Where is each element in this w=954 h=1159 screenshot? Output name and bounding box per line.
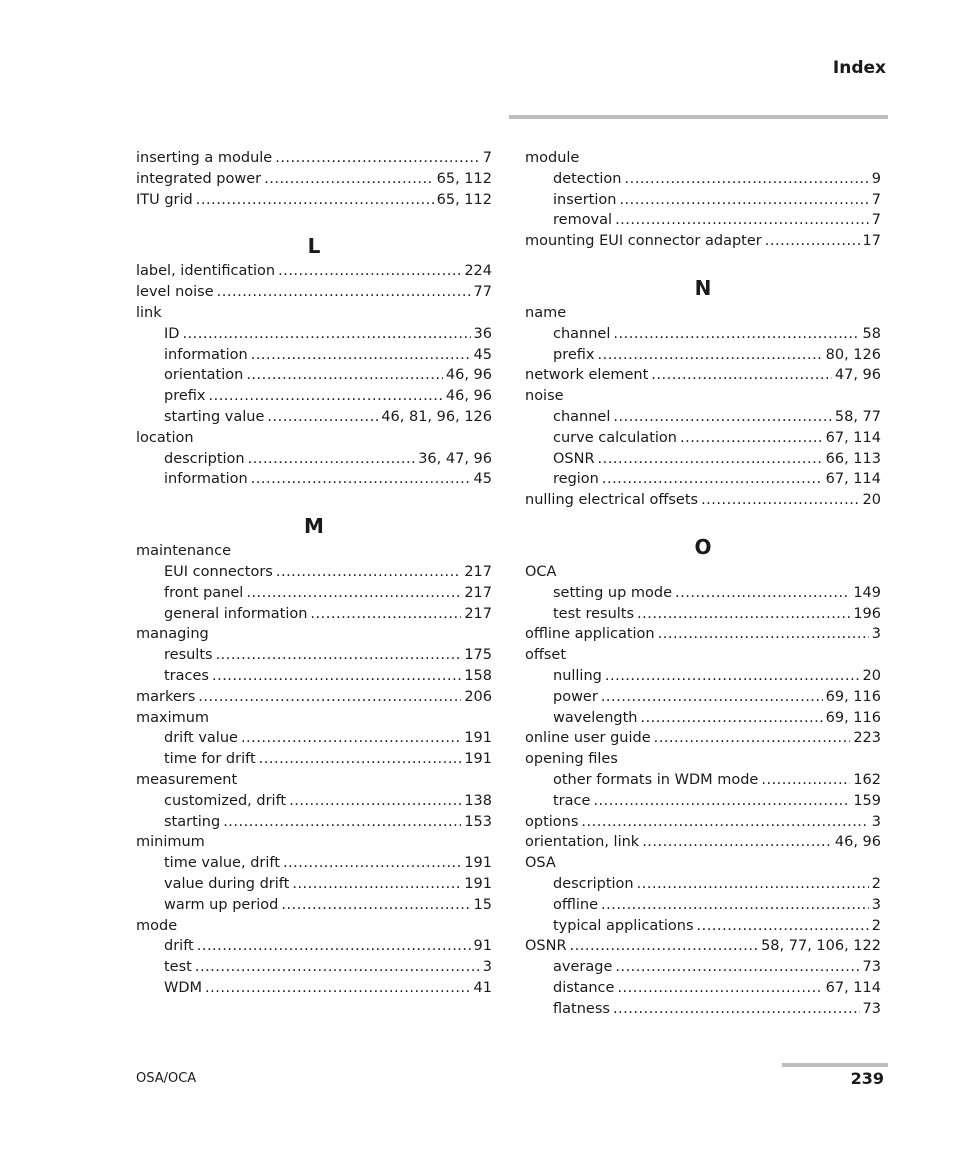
index-term: curve calculation — [553, 429, 677, 446]
dot-leader — [216, 645, 462, 666]
index-term: link — [136, 304, 162, 321]
index-subentry — [525, 324, 881, 345]
index-subentry — [525, 469, 881, 490]
dot-leader — [182, 324, 470, 345]
index-term: removal — [553, 212, 613, 229]
index-page-refs: 223 — [853, 730, 881, 747]
index-term: WDM — [164, 979, 203, 996]
index-entry — [525, 645, 881, 666]
index-page-refs: 73 — [862, 959, 881, 976]
index-subentry — [525, 583, 881, 604]
index-term: mode — [136, 917, 178, 934]
index-term: offline application — [525, 626, 655, 643]
index-term: OSNR — [525, 938, 567, 955]
index-term: orientation — [164, 367, 244, 384]
index-letter-heading: M — [304, 514, 324, 539]
index-page-refs: 217 — [464, 605, 492, 622]
dot-leader — [601, 895, 869, 916]
dot-leader — [637, 604, 850, 625]
index-page-refs: 206 — [464, 688, 492, 705]
dot-leader — [605, 666, 860, 687]
dot-leader — [251, 345, 471, 366]
index-term: wavelength — [553, 709, 638, 726]
index-subentry — [136, 749, 492, 770]
index-page-refs: 191 — [464, 855, 492, 872]
index-term: setting up mode — [553, 584, 673, 601]
index-page-refs: 80, 126 — [825, 346, 881, 363]
dot-leader — [613, 324, 859, 345]
dot-leader — [217, 282, 471, 303]
index-page-refs: 217 — [464, 563, 492, 580]
index-letter-heading: L — [307, 234, 321, 259]
index-subentry — [136, 791, 492, 812]
index-term: trace — [553, 792, 591, 809]
index-subentry — [525, 407, 881, 428]
index-term: detection — [553, 170, 622, 187]
dot-leader — [697, 916, 869, 937]
index-entry — [525, 936, 881, 957]
index-entry — [136, 303, 492, 324]
index-subentry — [525, 210, 881, 231]
index-page-refs: 67, 114 — [825, 429, 881, 446]
dot-leader — [278, 261, 461, 282]
dot-leader — [654, 728, 851, 749]
dot-leader — [765, 231, 860, 252]
index-term: channel — [553, 408, 611, 425]
index-column-right — [525, 148, 881, 1019]
footer-product-name: OSA/OCA — [136, 1071, 197, 1086]
dot-leader — [196, 190, 434, 211]
index-entry — [136, 282, 492, 303]
index-term: starting value — [164, 408, 265, 425]
index-page-refs: 46, 81, 96, 126 — [381, 408, 492, 425]
index-page-refs: 217 — [464, 584, 492, 601]
index-page-refs: 191 — [464, 875, 492, 892]
index-entry — [136, 687, 492, 708]
dot-leader — [675, 583, 850, 604]
index-page-refs: 65, 112 — [436, 170, 492, 187]
index-term: nulling electrical offsets — [525, 492, 699, 509]
index-entry — [525, 562, 881, 583]
dot-leader — [761, 770, 850, 791]
index-term: mounting EUI connector adapter — [525, 233, 762, 250]
index-page-refs: 91 — [473, 938, 492, 955]
index-term: markers — [136, 688, 196, 705]
index-term: noise — [525, 388, 564, 405]
dot-leader — [289, 791, 461, 812]
index-page-refs: 9 — [871, 170, 881, 187]
index-term: flatness — [553, 1000, 610, 1017]
index-term: test — [164, 959, 192, 976]
index-page-refs: 2 — [871, 875, 881, 892]
index-page-refs: 69, 116 — [825, 709, 881, 726]
index-entry — [136, 708, 492, 729]
index-page-refs: 45 — [473, 346, 492, 363]
index-page-refs: 3 — [482, 959, 492, 976]
dot-leader — [598, 449, 823, 470]
index-subentry — [525, 895, 881, 916]
index-subentry — [136, 812, 492, 833]
dot-leader — [251, 469, 471, 490]
index-term: region — [553, 471, 599, 488]
index-subentry — [136, 604, 492, 625]
index-term: EUI connectors — [164, 563, 273, 580]
index-page-refs: 58, 77 — [834, 408, 881, 425]
index-term: nulling — [553, 667, 602, 684]
index-term: warm up period — [164, 896, 279, 913]
index-letter-heading: O — [694, 534, 712, 559]
index-term: integrated power — [136, 170, 262, 187]
dot-leader — [680, 428, 823, 449]
index-subentry — [136, 469, 492, 490]
index-entry — [525, 853, 881, 874]
dot-leader — [259, 749, 462, 770]
index-term: information — [164, 346, 248, 363]
index-page-refs: 66, 113 — [825, 450, 881, 467]
index-subentry — [136, 324, 492, 345]
index-term: description — [553, 875, 634, 892]
index-term: customized, drift — [164, 792, 287, 809]
index-term: prefix — [164, 388, 206, 405]
index-term: description — [164, 450, 245, 467]
index-term: front panel — [164, 584, 244, 601]
index-page-refs: 7 — [871, 191, 881, 208]
index-term: opening files — [525, 751, 618, 768]
index-subentry — [525, 791, 881, 812]
index-term: OCA — [525, 563, 557, 580]
index-entry — [525, 490, 881, 511]
index-subentry — [136, 407, 492, 428]
index-letter-heading: N — [694, 275, 712, 300]
index-term: time for drift — [164, 751, 256, 768]
index-term: other formats in WDM mode — [553, 771, 759, 788]
index-term: information — [164, 471, 248, 488]
index-term: power — [553, 688, 598, 705]
index-subentry — [136, 645, 492, 666]
header-rule — [509, 115, 888, 119]
index-page-refs: 17 — [862, 233, 881, 250]
index-entry — [525, 728, 881, 749]
dot-leader — [581, 812, 868, 833]
dot-leader — [701, 490, 859, 511]
index-column-left — [136, 148, 492, 999]
index-term: label, identification — [136, 263, 276, 280]
index-entry — [525, 832, 881, 853]
index-term: measurement — [136, 771, 238, 788]
index-entry — [136, 916, 492, 937]
dot-leader — [205, 978, 471, 999]
index-term: orientation, link — [525, 834, 640, 851]
index-page-refs: 69, 116 — [825, 688, 881, 705]
index-page-refs: 67, 114 — [825, 979, 881, 996]
index-page-refs: 58, 77, 106, 122 — [761, 938, 881, 955]
index-term: maximum — [136, 709, 210, 726]
index-page-refs: 138 — [464, 792, 492, 809]
index-term: value during drift — [164, 875, 290, 892]
index-page-refs: 159 — [853, 792, 881, 809]
index-term: OSNR — [553, 450, 595, 467]
index-subentry — [136, 449, 492, 470]
index-page-refs: 149 — [853, 584, 881, 601]
index-page-refs: 58 — [862, 325, 881, 342]
running-header-title: Index — [832, 58, 886, 78]
index-page-refs: 191 — [464, 751, 492, 768]
index-page-refs: 45 — [473, 471, 492, 488]
index-page-refs: 175 — [464, 647, 492, 664]
dot-leader — [281, 895, 470, 916]
index-page-refs: 7 — [482, 150, 492, 166]
index-term: inserting a module — [136, 150, 273, 166]
dot-leader — [212, 666, 461, 687]
dot-leader — [264, 169, 434, 190]
index-page-refs: 67, 114 — [825, 471, 881, 488]
index-term: ID — [164, 325, 180, 342]
dot-leader — [241, 728, 461, 749]
index-term: network element — [525, 367, 649, 384]
dot-leader — [658, 624, 869, 645]
index-term: insertion — [553, 191, 617, 208]
dot-leader — [246, 365, 443, 386]
index-term: results — [164, 647, 213, 664]
dot-leader — [283, 853, 461, 874]
dot-leader — [275, 148, 480, 169]
index-term: prefix — [553, 346, 595, 363]
index-subentry — [525, 190, 881, 211]
index-page-refs: 73 — [862, 1000, 881, 1017]
index-page-refs: 3 — [871, 626, 881, 643]
index-entry — [525, 303, 881, 324]
index-subentry — [525, 687, 881, 708]
index-page-refs: 46, 96 — [445, 367, 492, 384]
index-subentry — [525, 916, 881, 937]
index-page-refs: 3 — [871, 813, 881, 830]
index-entry — [525, 148, 881, 169]
index-subentry — [525, 708, 881, 729]
index-term: level noise — [136, 284, 214, 301]
dot-leader — [640, 708, 822, 729]
index-subentry — [136, 562, 492, 583]
index-subentry — [525, 978, 881, 999]
index-entry — [136, 148, 492, 169]
index-term: average — [553, 959, 613, 976]
index-term: channel — [553, 325, 611, 342]
index-page-refs: 15 — [473, 896, 492, 913]
index-page-refs: 41 — [473, 979, 492, 996]
index-page-refs: 2 — [871, 917, 881, 934]
index-subentry — [136, 666, 492, 687]
dot-leader — [310, 604, 461, 625]
dot-leader — [619, 190, 868, 211]
index-page-refs: 7 — [871, 212, 881, 229]
index-entry — [136, 261, 492, 282]
index-term: module — [525, 150, 580, 166]
index-subentry — [136, 936, 492, 957]
index-term: traces — [164, 667, 209, 684]
dot-leader — [642, 832, 832, 853]
index-term: test results — [553, 605, 635, 622]
index-term: location — [136, 429, 194, 446]
index-term: time value, drift — [164, 855, 280, 872]
index-page-refs: 36, 47, 96 — [418, 450, 492, 467]
index-subentry — [525, 874, 881, 895]
index-entry — [525, 624, 881, 645]
index-subentry — [136, 978, 492, 999]
index-page-refs: 65, 112 — [436, 191, 492, 208]
index-term: managing — [136, 626, 209, 643]
index-term: minimum — [136, 834, 205, 851]
dot-leader — [602, 469, 823, 490]
index-page-refs: 191 — [464, 730, 492, 747]
dot-leader — [223, 812, 461, 833]
index-term: typical applications — [553, 917, 694, 934]
dot-leader — [248, 449, 416, 470]
index-subentry — [525, 770, 881, 791]
index-entry — [525, 386, 881, 407]
dot-leader — [613, 999, 860, 1020]
index-entry — [525, 365, 881, 386]
dot-leader — [292, 874, 461, 895]
index-term: ITU grid — [136, 191, 193, 208]
index-entry — [525, 231, 881, 252]
index-subentry — [136, 365, 492, 386]
index-subentry — [525, 604, 881, 625]
dot-leader — [637, 874, 869, 895]
index-subentry — [525, 999, 881, 1020]
dot-leader — [593, 791, 850, 812]
dot-leader — [208, 386, 442, 407]
index-page-refs: 162 — [853, 771, 881, 788]
index-page-refs: 3 — [871, 896, 881, 913]
footer-rule — [782, 1063, 888, 1067]
dot-leader — [613, 407, 831, 428]
index-entry — [136, 770, 492, 791]
index-page-refs: 153 — [464, 813, 492, 830]
index-subentry — [136, 728, 492, 749]
index-page-refs: 77 — [473, 284, 492, 301]
index-page-refs: 20 — [862, 492, 881, 509]
index-page-refs: 46, 96 — [834, 834, 881, 851]
index-term: OSA — [525, 855, 556, 872]
index-term: options — [525, 813, 579, 830]
dot-leader — [246, 583, 461, 604]
index-subentry — [525, 428, 881, 449]
index-subentry — [136, 386, 492, 407]
dot-leader — [617, 978, 822, 999]
index-subentry — [136, 583, 492, 604]
index-term: distance — [553, 979, 615, 996]
index-term: general information — [164, 605, 308, 622]
index-subentry — [525, 957, 881, 978]
index-entry — [136, 428, 492, 449]
index-page-refs: 46, 96 — [445, 388, 492, 405]
dot-leader — [570, 936, 759, 957]
dot-leader — [195, 957, 480, 978]
index-page-refs: 20 — [862, 667, 881, 684]
dot-leader — [651, 365, 832, 386]
index-page-refs: 158 — [464, 667, 492, 684]
dot-leader — [197, 936, 471, 957]
index-term: name — [525, 304, 567, 321]
index-entry — [525, 812, 881, 833]
index-term: drift value — [164, 730, 238, 747]
index-term: maintenance — [136, 543, 231, 560]
dot-leader — [615, 210, 869, 231]
dot-leader — [624, 169, 868, 190]
index-subentry — [136, 853, 492, 874]
index-subentry — [525, 169, 881, 190]
index-page-refs: 224 — [464, 263, 492, 280]
index-subentry — [525, 345, 881, 366]
index-subentry — [136, 895, 492, 916]
index-term: online user guide — [525, 730, 651, 747]
index-subentry — [136, 345, 492, 366]
index-term: drift — [164, 938, 194, 955]
index-term: offset — [525, 647, 567, 664]
dot-leader — [198, 687, 461, 708]
index-term: offline — [553, 896, 599, 913]
dot-leader — [601, 687, 823, 708]
index-term: starting — [164, 813, 221, 830]
index-entry — [136, 190, 492, 211]
index-page-refs: 36 — [473, 325, 492, 342]
index-entry — [136, 832, 492, 853]
index-entry — [136, 541, 492, 562]
index-entry — [525, 749, 881, 770]
index-page-refs: 47, 96 — [834, 367, 881, 384]
index-subentry — [136, 874, 492, 895]
index-entry — [136, 624, 492, 645]
index-subentry — [136, 957, 492, 978]
dot-leader — [276, 562, 461, 583]
dot-leader — [615, 957, 859, 978]
index-entry — [136, 169, 492, 190]
dot-leader — [267, 407, 378, 428]
dot-leader — [597, 345, 822, 366]
page-number: 239 — [850, 1069, 884, 1088]
index-page-refs: 196 — [853, 605, 881, 622]
index-subentry — [525, 666, 881, 687]
index-subentry — [525, 449, 881, 470]
